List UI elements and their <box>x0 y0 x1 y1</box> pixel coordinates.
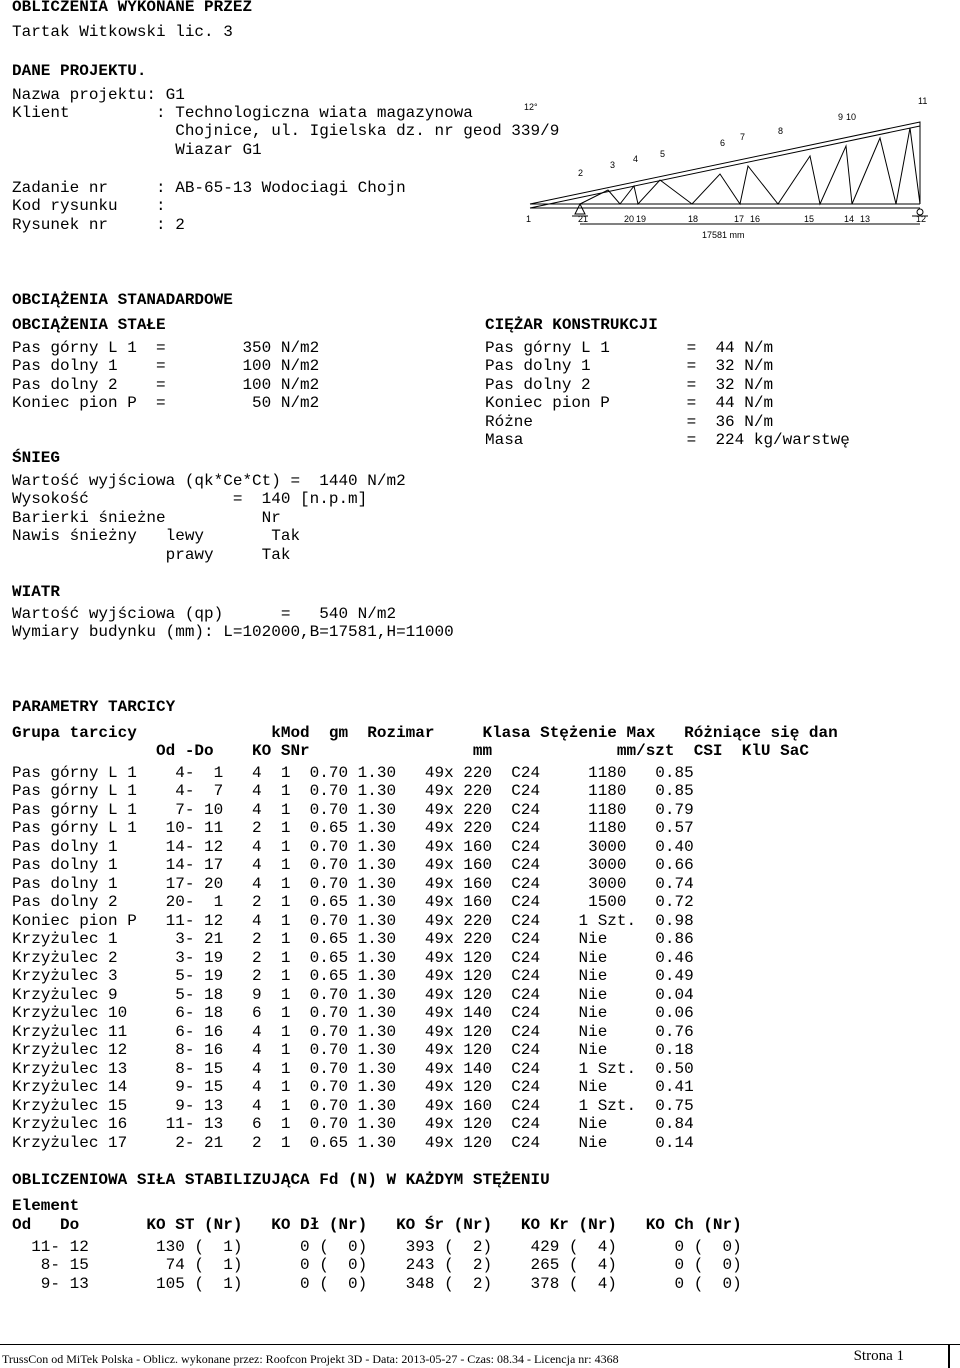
snow-line: Wysokość = 140 [n.p.m] <box>12 490 368 508</box>
snow-heading: ŚNIEG <box>12 449 61 467</box>
truss-node-label: 13 <box>860 214 871 224</box>
truss-node-label: 1 <box>526 214 532 224</box>
page-number: Strona 1 <box>853 1348 904 1364</box>
params-header-row: Od -Do KO SNr mm mm/szt CSI KlU SaC <box>12 742 809 760</box>
table-row: Pas górny L 1 4- 1 4 1 0.70 1.30 49x 220 C24 1180 0.85 <box>12 764 694 782</box>
truss-node-label: 10 <box>846 112 857 122</box>
table-row: Krzyżulec 3 5- 19 2 1 0.65 1.30 49x 120 C24 Nie 0.49 <box>12 967 694 985</box>
truss-diagram <box>520 94 940 244</box>
table-row: Krzyżulec 12 8- 16 4 1 0.70 1.30 49x 120 C24 Nie 0.18 <box>12 1041 694 1059</box>
truss-node-label: 20 <box>624 214 635 224</box>
snow-line: Wartość wyjściowa (qk*Ce*Ct) = 1440 N/m2 <box>12 472 406 490</box>
snow-line: prawy Tak <box>12 546 291 564</box>
weight-heading: CIĘŻAR KONSTRUKCJI <box>485 316 658 334</box>
project-line: Nazwa projektu: G1 <box>12 86 185 104</box>
truss-node-label: 4 <box>633 154 639 164</box>
table-row: Krzyżulec 15 9- 13 4 1 0.70 1.30 49x 160 C24 1 Szt. 0.75 <box>12 1097 694 1115</box>
wind-line: Wymiary budynku (mm): L=102000,B=17581,H=11000 <box>12 623 454 641</box>
table-row: 9- 13 105 ( 1) 0 ( 0) 348 ( 2) 378 ( 4) 0 ( 0) <box>12 1275 742 1293</box>
truss-node-label: 5 <box>660 149 666 159</box>
truss-node-label: 8 <box>778 126 784 136</box>
wind-line: Wartość wyjściowa (qp) = 540 N/m2 <box>12 605 397 623</box>
company-name: Tartak Witkowski lic. 3 <box>12 23 233 41</box>
truss-node-label: 15 <box>804 214 815 224</box>
project-heading: DANE PROJEKTU. <box>12 62 147 80</box>
table-row: Koniec pion P 11- 12 4 1 0.70 1.30 49x 220 C24 1 Szt. 0.98 <box>12 912 694 930</box>
truss-node-label: 17 <box>734 214 745 224</box>
table-row: 8- 15 74 ( 1) 0 ( 0) 243 ( 2) 265 ( 4) 0 ( 0) <box>12 1256 742 1274</box>
truss-node-label: 12 <box>916 214 927 224</box>
project-line: Zadanie nr : AB-65-13 Wodociagi Chojn <box>12 179 406 197</box>
truss-span-label: 17581 mm <box>702 230 745 240</box>
footer-divider <box>0 1344 960 1345</box>
snow-line: Nawis śnieżny lewy Tak <box>12 527 301 545</box>
truss-node-label: 6 <box>720 138 726 148</box>
weight-line: Pas dolny 1 = 32 N/m <box>485 357 774 375</box>
table-row: Pas górny L 1 10- 11 2 1 0.65 1.30 49x 220 C24 1180 0.57 <box>12 819 694 837</box>
truss-node-label: 2 <box>578 168 584 178</box>
project-line: Klient : Technologiczna wiata magazynowa <box>12 104 473 122</box>
static-loads-heading: OBCIĄŻENIA STAŁE <box>12 316 166 334</box>
project-line: Wiazar G1 <box>12 141 262 159</box>
truss-node-label: 14 <box>844 214 855 224</box>
table-row: Pas górny L 1 4- 7 4 1 0.70 1.30 49x 220 C24 1180 0.85 <box>12 782 694 800</box>
page-footer <box>0 1344 960 1368</box>
truss-node-label: 7 <box>740 132 746 142</box>
static-load-line: Pas górny L 1 = 350 N/m2 <box>12 339 320 357</box>
bracing-heading: OBLICZENIOWA SIŁA STABILIZUJĄCA Fd (N) W KAŻDYM STĘŻENIU <box>12 1171 550 1189</box>
weight-line: Pas górny L 1 = 44 N/m <box>485 339 774 357</box>
table-row: Krzyżulec 16 11- 13 6 1 0.70 1.30 49x 120 C24 Nie 0.84 <box>12 1115 694 1133</box>
bracing-header-row: Element <box>12 1197 80 1215</box>
weight-line: Pas dolny 2 = 32 N/m <box>485 376 774 394</box>
static-load-line: Pas dolny 2 = 100 N/m2 <box>12 376 320 394</box>
project-line: Kod rysunku : <box>12 197 166 215</box>
wind-heading: WIATR <box>12 583 61 601</box>
params-header-row: Grupa tarcicy kMod gm Rozimar Klasa Stężenie Max Różniące się dan <box>12 724 838 742</box>
table-row: Pas dolny 1 14- 17 4 1 0.70 1.30 49x 160 C24 3000 0.66 <box>12 856 694 874</box>
table-row: Pas dolny 2 20- 1 2 1 0.65 1.30 49x 160 C24 1500 0.72 <box>12 893 694 911</box>
report-title: OBLICZENIA WYKONANE PRZEZ <box>12 0 253 16</box>
truss-node-label: 19 <box>636 214 647 224</box>
table-row: 11- 12 130 ( 1) 0 ( 0) 393 ( 2) 429 ( 4) 0 ( 0) <box>12 1238 742 1256</box>
table-row: Krzyżulec 9 5- 18 9 1 0.70 1.30 49x 120 C24 Nie 0.04 <box>12 986 694 1004</box>
table-row: Pas górny L 1 7- 10 4 1 0.70 1.30 49x 220 C24 1180 0.79 <box>12 801 694 819</box>
truss-node-label: 21 <box>578 214 589 224</box>
table-row: Krzyżulec 2 3- 19 2 1 0.65 1.30 49x 120 C24 Nie 0.46 <box>12 949 694 967</box>
table-row: Krzyżulec 10 6- 18 6 1 0.70 1.30 49x 140 C24 Nie 0.06 <box>12 1004 694 1022</box>
truss-node-label: 18 <box>688 214 699 224</box>
truss-node-label: 9 <box>838 112 844 122</box>
truss-pitch-label: 12° <box>524 102 538 112</box>
snow-line: Barierki śnieżne Nr <box>12 509 281 527</box>
table-row: Krzyżulec 13 8- 15 4 1 0.70 1.30 49x 140 C24 1 Szt. 0.50 <box>12 1060 694 1078</box>
weight-line: Różne = 36 N/m <box>485 413 774 431</box>
truss-node-label: 11 <box>918 96 928 106</box>
static-load-line: Pas dolny 1 = 100 N/m2 <box>12 357 320 375</box>
truss-node-label: 3 <box>610 160 616 170</box>
table-row: Pas dolny 1 17- 20 4 1 0.70 1.30 49x 160 C24 3000 0.74 <box>12 875 694 893</box>
params-heading: PARAMETRY TARCICY <box>12 698 176 716</box>
weight-line: Masa = 224 kg/warstwę <box>485 431 850 449</box>
loads-heading: OBCIĄŻENIA STANADARDOWE <box>12 291 233 309</box>
footer-text: TrussCon od MiTek Polska - Oblicz. wykonane przez: Roofcon Projekt 3D - Data: 2013-05-27 - Czas: 08.34 - Licencja nr: 4368 <box>2 1352 619 1366</box>
table-row: Krzyżulec 14 9- 15 4 1 0.70 1.30 49x 120 C24 Nie 0.41 <box>12 1078 694 1096</box>
footer-divider <box>948 1344 950 1368</box>
truss-node-label: 16 <box>750 214 761 224</box>
table-row: Krzyżulec 1 3- 21 2 1 0.65 1.30 49x 220 C24 Nie 0.86 <box>12 930 694 948</box>
bracing-header-row: Od Do KO ST (Nr) KO Dł (Nr) KO Śr (Nr) KO Kr (Nr) KO Ch (Nr) <box>12 1216 742 1234</box>
table-row: Krzyżulec 11 6- 16 4 1 0.70 1.30 49x 120 C24 Nie 0.76 <box>12 1023 694 1041</box>
static-load-line: Koniec pion P = 50 N/m2 <box>12 394 320 412</box>
table-row: Pas dolny 1 14- 12 4 1 0.70 1.30 49x 160 C24 3000 0.40 <box>12 838 694 856</box>
weight-line: Koniec pion P = 44 N/m <box>485 394 774 412</box>
project-line: Chojnice, ul. Igielska dz. nr geod 339/9 <box>12 122 560 140</box>
table-row: Krzyżulec 17 2- 21 2 1 0.65 1.30 49x 120 C24 Nie 0.14 <box>12 1134 694 1152</box>
project-line: Rysunek nr : 2 <box>12 216 185 234</box>
